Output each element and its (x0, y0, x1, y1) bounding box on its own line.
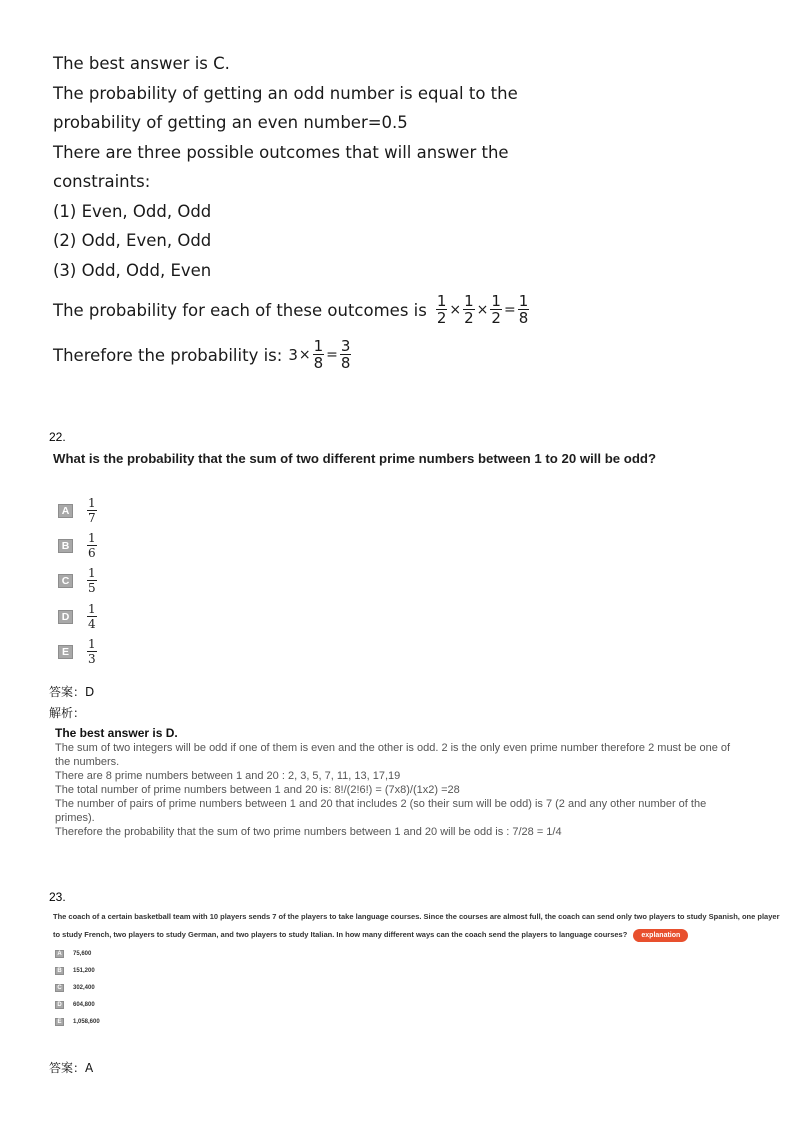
option-b[interactable] (55, 967, 95, 975)
solution-line: probability of getting an even number=0.5 (53, 113, 408, 132)
explanation-line: primes). (55, 812, 95, 824)
option-letter-badge: E (58, 645, 73, 659)
answer-label: 答案：A (49, 1061, 94, 1075)
explanation-button[interactable]: explanation (633, 929, 688, 942)
option-a[interactable] (55, 950, 91, 958)
option-letter-badge: B (55, 967, 64, 975)
option-fraction: $\frac{1}{5}$ (88, 566, 96, 595)
solution-line: (1) Even, Odd, Odd (53, 201, 212, 221)
question-number: 22. (49, 430, 66, 444)
solution-line: The best answer is C. (53, 54, 230, 73)
therefore-equation (53, 332, 613, 378)
question-body: The coach of a certain basketball team with 10 players sends 7 of the players to take language courses. Since the courses are almost full, the coach can send only two players to study Spanish, one player to study French, two players to study German, and two players to study Italian. In how many different ways can the coach send the players to language courses? (53, 912, 780, 939)
previous-solution (53, 52, 613, 378)
solution-line: There are three possible outcomes that will answer the (53, 142, 509, 162)
solution-line: (2) Odd, Even, Odd (53, 231, 212, 250)
fraction-half: $\frac{1}{2}$ (436, 292, 447, 327)
solution-line: The probability of getting an odd number is equal to the (53, 83, 518, 103)
explanation-line: Therefore the probability that the sum of two prime numbers between 1 and 20 will be odd is : 7/28 = 1/4 (55, 826, 562, 838)
equals-sign: = (503, 302, 516, 318)
times-sign: × (298, 347, 311, 363)
question-number: 23. (49, 890, 66, 904)
fraction-eighth: $\frac{1}{8}$ (313, 337, 324, 372)
option-fraction: $\frac{1}{4}$ (88, 602, 96, 631)
fraction-three-eighths: $\frac{3}{8}$ (340, 337, 351, 372)
solution-line: (3) Odd, Odd, Even (53, 260, 212, 280)
times-sign: × (449, 302, 462, 318)
fraction-half: $\frac{1}{2}$ (491, 292, 501, 327)
explanation-block (55, 726, 765, 839)
option-c[interactable] (58, 567, 98, 595)
option-fraction: $\frac{1}{7}$ (88, 496, 96, 525)
option-letter-badge: A (58, 504, 73, 518)
each-outcome-equation (53, 288, 613, 332)
equals-sign: = (326, 347, 338, 363)
fraction-eighth: $\frac{1}{8}$ (518, 292, 529, 327)
fraction-half: $\frac{1}{2}$ (464, 292, 474, 327)
option-value: 302,400 (73, 985, 95, 991)
explanation-heading: The best answer is D. (55, 726, 178, 740)
explanation-line: There are 8 prime numbers between 1 and 20 : 2, 3, 5, 7, 11, 13, 17,19 (55, 770, 401, 782)
times-sign: × (476, 302, 489, 318)
option-b[interactable] (58, 532, 98, 560)
solution-line: constraints: (53, 172, 151, 191)
option-fraction: $\frac{1}{6}$ (88, 531, 96, 560)
option-fraction: $\frac{1}{3}$ (88, 637, 96, 666)
option-d[interactable] (55, 1001, 95, 1009)
question-text: What is the probability that the sum of two different prime numbers between 1 to 20 will be odd? (53, 451, 657, 466)
option-letter-badge: E (55, 1018, 64, 1026)
therefore-text: Therefore the probability is: (53, 345, 283, 365)
option-letter-badge: C (55, 984, 64, 992)
explanation-line: The number of pairs of prime numbers between 1 and 20 that includes 2 (so their sum will be odd) is 7 (2 and any other number of the (55, 798, 707, 810)
question-text (53, 908, 788, 944)
option-c[interactable] (55, 984, 95, 992)
explanation-line: The sum of two integers will be odd if one of them is even and the other is odd. 2 is the only even prime number therefore 2 must be one of (55, 742, 731, 754)
explanation-line: the numbers. (55, 756, 120, 768)
option-d[interactable] (58, 603, 98, 631)
option-e[interactable] (55, 1018, 100, 1026)
option-letter-badge: D (58, 610, 73, 624)
option-letter-badge: C (58, 574, 73, 588)
option-value: 151,200 (73, 968, 95, 974)
explanation-line: The total number of prime numbers between 1 and 20 is: 8!/(2!6!) = (7x8)/(1x2) =28 (55, 784, 460, 796)
answer-label: 答案：D (49, 685, 95, 699)
option-letter-badge: B (58, 539, 73, 553)
option-a[interactable] (58, 497, 98, 525)
option-e[interactable] (58, 638, 98, 666)
coefficient: 3 (288, 346, 298, 364)
analysis-label: 解析： (49, 706, 86, 720)
option-letter-badge: D (55, 1001, 64, 1009)
option-value: 1,058,600 (73, 1019, 100, 1025)
option-letter-badge: A (55, 950, 64, 958)
option-value: 75,600 (73, 951, 92, 957)
each-outcome-text: The probability for each of these outcomes is (53, 300, 427, 320)
option-value: 604,800 (73, 1002, 95, 1008)
